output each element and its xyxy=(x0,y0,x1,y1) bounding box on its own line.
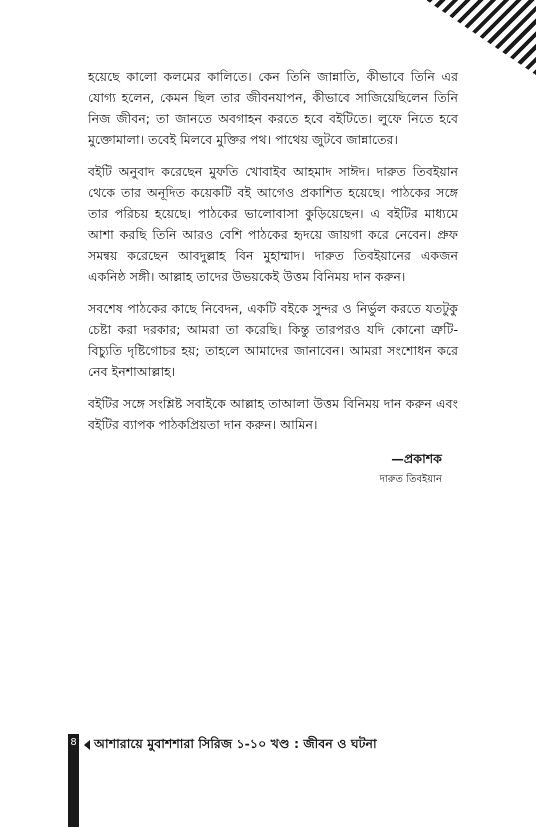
body-text xyxy=(88,66,458,446)
signature-block xyxy=(380,449,442,489)
publisher-signature: —প্রকাশক xyxy=(391,451,442,466)
paragraph: বইটির সঙ্গে সংশ্লিষ্ট সবাইকে আল্লাহ তাআলা উত্তম বিনিময় দান করুন এবং বইটির ব্যাপক পাঠকপ্রিয়তা দান করুন। আমিন। xyxy=(88,396,458,432)
corner-stripe-decoration xyxy=(426,0,536,75)
page-number: 8 xyxy=(70,737,77,748)
arrow-left-icon xyxy=(84,740,90,750)
paragraph: হয়েছে কালো কলমের কালিতে। কেন তিনি জান্নাতি, কীভাবে তিনি এর যোগ্য হলেন, কেমন ছিল তার জীবনযাপন, কীভাবে সাজিয়েছিলেন তিনি নিজ জীবন; তা জানতে অবগাহন করতে হবে বইটিতে। লুফে নিতে হবে মুক্তোমালা। তবেই মিলবে মুক্তির পথ। পাথেয় জুটবে জান্নাতের। xyxy=(88,69,458,147)
paragraph: বইটি অনুবাদ করেছেন মুফতি খোবাইব আহমাদ সাঈদ। দারুত তিবইয়ান থেকে তার অনূদিত কয়েকটি বই আগেও প্রকাশিত হয়েছে। পাঠকের সঙ্গে তার পরিচয় হয়েছে। পাঠকের ভালোবাসা কুড়িয়েছেন। এ বইটির মাধ্যমে আশা করছি তিনি আরও বেশি পাঠকের হৃদয়ে জায়গা করে নেবেন। প্রুফ সমন্বয় করেছেন আবদুল্লাহ বিন মুহাম্মাদ। দারুত তিবইয়ানের একজন একনিষ্ঠ সঙ্গী। আল্লাহ তাদের উভয়কেই উত্তম বিনিময় দান করুন। xyxy=(88,164,458,284)
paragraph: সবশেষ পাঠকের কাছে নিবেদন, একটি বইকে সুন্দর ও নির্ভুল করতে যতটুকু চেষ্টা করা দরকার; আমরা তা করেছি। কিন্তু তারপরও যদি কোনো ত্রুটি-বিচ্যুতি দৃষ্টিগোচর হয়; তাহলে আমাদের জানাবেন। আমরা সংশোধন করে নেব ইনশাআল্লাহ। xyxy=(88,301,458,379)
running-title: আশারায়ে মুবাশশারা সিরিজ ১-১০ খণ্ড : জীবন ও ঘটনা xyxy=(94,736,377,751)
publisher-name: দারুত তিবইয়ান xyxy=(379,474,442,485)
